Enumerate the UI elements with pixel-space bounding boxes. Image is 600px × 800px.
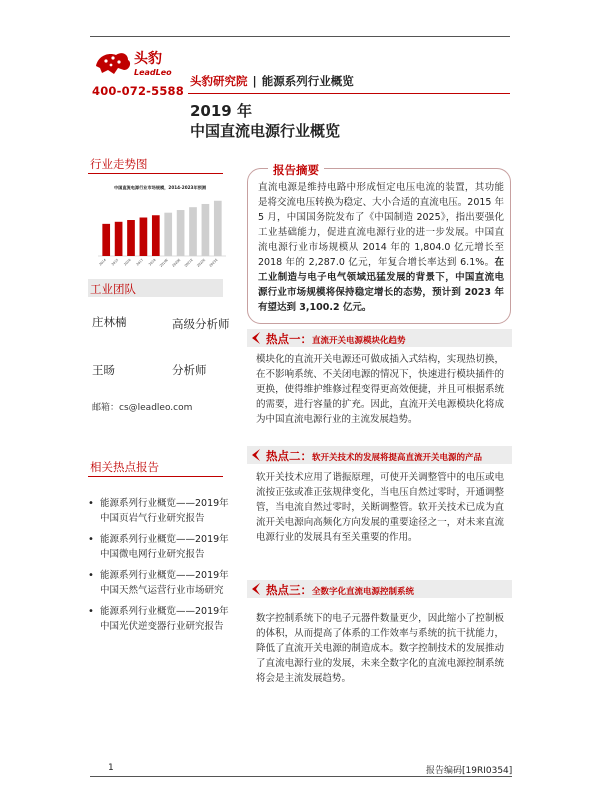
brand-name-en: LeadLeo <box>134 68 172 77</box>
chart-tick-label: 2023E <box>208 257 219 268</box>
chart-bar <box>127 220 135 256</box>
hotspot-text: 软开关技术应用了谐振原理，可使开关调整管中的电压或电流按正弦或准正弦规律变化，当电压自然过零时，开通调整管，当电流自然过零时，关断调整管。软开关技术已成为直流开关电源向高频化方向发展的重要途径之一，对未来直流电源行业的发展具有至关重要的作用。 <box>256 472 504 543</box>
report-year: 2019 年 <box>190 102 252 120</box>
chart-bar <box>102 224 110 256</box>
chevron-icon <box>250 582 262 596</box>
hotspot-label: 热点二： <box>266 449 312 463</box>
chart-tick-label: 2021E <box>183 257 194 268</box>
member-role: 高级分析师 <box>172 317 230 331</box>
report-code: 报告编码[19RI0354] <box>426 766 513 776</box>
chevron-icon <box>250 331 262 345</box>
hotspot-text: 数字控制系统下的电子元器件数量更少，因此缩小了控制板的体积，从而提高了体系的工作效率与系统的抗干扰能力，降低了直流开关电源的制造成本。数字控制技术的发展推动了直流电源行业的发展，未来全数字化的直流电源控制系统将会是主流发展趋势。 <box>256 613 504 684</box>
chart-tick-label: 2016 <box>123 257 132 267</box>
header-rule <box>188 93 510 94</box>
chart-tick-label: 2018 <box>147 257 157 267</box>
chart-bar <box>189 207 197 256</box>
summary-bold: 在工业制造与电子电气领域迅猛发展的背景下，中国直流电源行业市场规模将保持稳定增长的态势，预计到 2023 年有望达到 3,100.2 亿元。 <box>258 257 504 313</box>
trend-rule <box>88 173 223 174</box>
chart-bar <box>177 210 185 256</box>
brand-name: 头豹 <box>134 51 162 67</box>
hotspot-subtitle: 全数字化直流电源控制系统 <box>312 587 415 597</box>
trend-section-title: 行业走势图 <box>90 157 148 171</box>
member-role: 分析师 <box>172 363 207 377</box>
footer-rule <box>90 776 512 777</box>
chevron-icon <box>250 448 262 462</box>
chart-bar <box>140 218 148 256</box>
phone-number: 400-072-5588 <box>92 84 184 98</box>
contact-email: 邮箱：cs@leadleo.com <box>92 403 193 413</box>
hotspot-title <box>266 582 414 598</box>
chart-tick-label: 2020E <box>171 257 182 268</box>
related-rule <box>88 476 223 477</box>
chart-tick-label: 2015 <box>110 257 120 267</box>
institute-name: 头豹研究院 <box>190 74 248 88</box>
hotspot-subtitle: 软开关技术的发展将提高直流开关电源的产品 <box>312 453 483 463</box>
chart-tick-label: 2022E <box>196 257 207 268</box>
related-report-link[interactable]: • 能源系列行业概览——2019年中国页岩气行业研究报告 <box>88 496 238 526</box>
chart-bar <box>152 215 160 256</box>
report-title: 中国直流电源行业概览 <box>190 122 341 140</box>
series-name: 能源系列行业概览 <box>261 74 354 88</box>
chart-tick-label: 2014 <box>98 257 107 267</box>
related-report-link[interactable]: • 能源系列行业概览——2019年中国微电网行业研究报告 <box>88 532 238 562</box>
related-report-link[interactable]: • 能源系列行业概览——2019年中国光伏逆变器行业研究报告 <box>88 604 238 634</box>
hotspot-subtitle: 直流开关电源模块化趋势 <box>312 336 406 346</box>
header-line: 头豹研究院 | 能源系列行业概览 <box>190 74 354 88</box>
team-section-title: 工业团队 <box>90 282 136 296</box>
page-number: 1 <box>108 763 114 773</box>
chart-bar <box>115 222 123 256</box>
top-rule <box>90 36 510 37</box>
chart-tick-label: 2019E <box>158 257 169 268</box>
summary-plain: 直流电源是维持电路中形成恒定电压电流的装置，其功能是将交流电压转换为稳定、大小合适的直流电压。2015 年 5 月，中国国务院发布了《中国制造 2025》，指出要强化工业基础能力，促进直流电源行业的进一步发展。中国直流电源行业市场规模从 2014 年的 1,804.0 亿元增长至 2018 年的 2,287.0 亿元，年复合增长率达到 6.1%。 <box>258 182 504 268</box>
chart-bar <box>202 204 210 256</box>
member-name: 王旸 <box>92 363 115 377</box>
related-section-title: 相关热点报告 <box>90 460 159 474</box>
hotspot-title <box>266 331 406 347</box>
chart-bar <box>164 213 172 256</box>
chart-bar <box>214 201 222 256</box>
chart-tick-label: 2017 <box>135 257 145 267</box>
hotspot-text: 模块化的直流开关电源还可做成插入式结构，实现热切换，在不影响系统、不关闭电源的情况下，快速进行模块插件的更换，使得维护维修过程变得更高效便捷，并且可根据系统的需要，进行容量的扩充。因此，直流开关电源模块化将成为中国直流电源行业的主流发展趋势。 <box>256 354 504 425</box>
hotspot-label: 热点一： <box>266 332 312 346</box>
hotspot-label: 热点三： <box>266 583 312 597</box>
related-report-list <box>88 496 238 640</box>
chart-title: 中国直流电源行业市场规模，2014-2023年预测 <box>113 185 207 190</box>
trend-chart <box>90 180 230 270</box>
trend-chart-svg <box>90 180 230 270</box>
summary-label: 报告摘要 <box>268 162 324 178</box>
summary-text <box>258 180 504 315</box>
hotspot-title <box>266 448 482 464</box>
leopard-logo-icon <box>92 46 182 80</box>
related-report-link[interactable]: • 能源系列行业概览——2019年中国天然气运营行业市场研究 <box>88 568 238 598</box>
member-name: 庄林楠 <box>92 315 127 329</box>
